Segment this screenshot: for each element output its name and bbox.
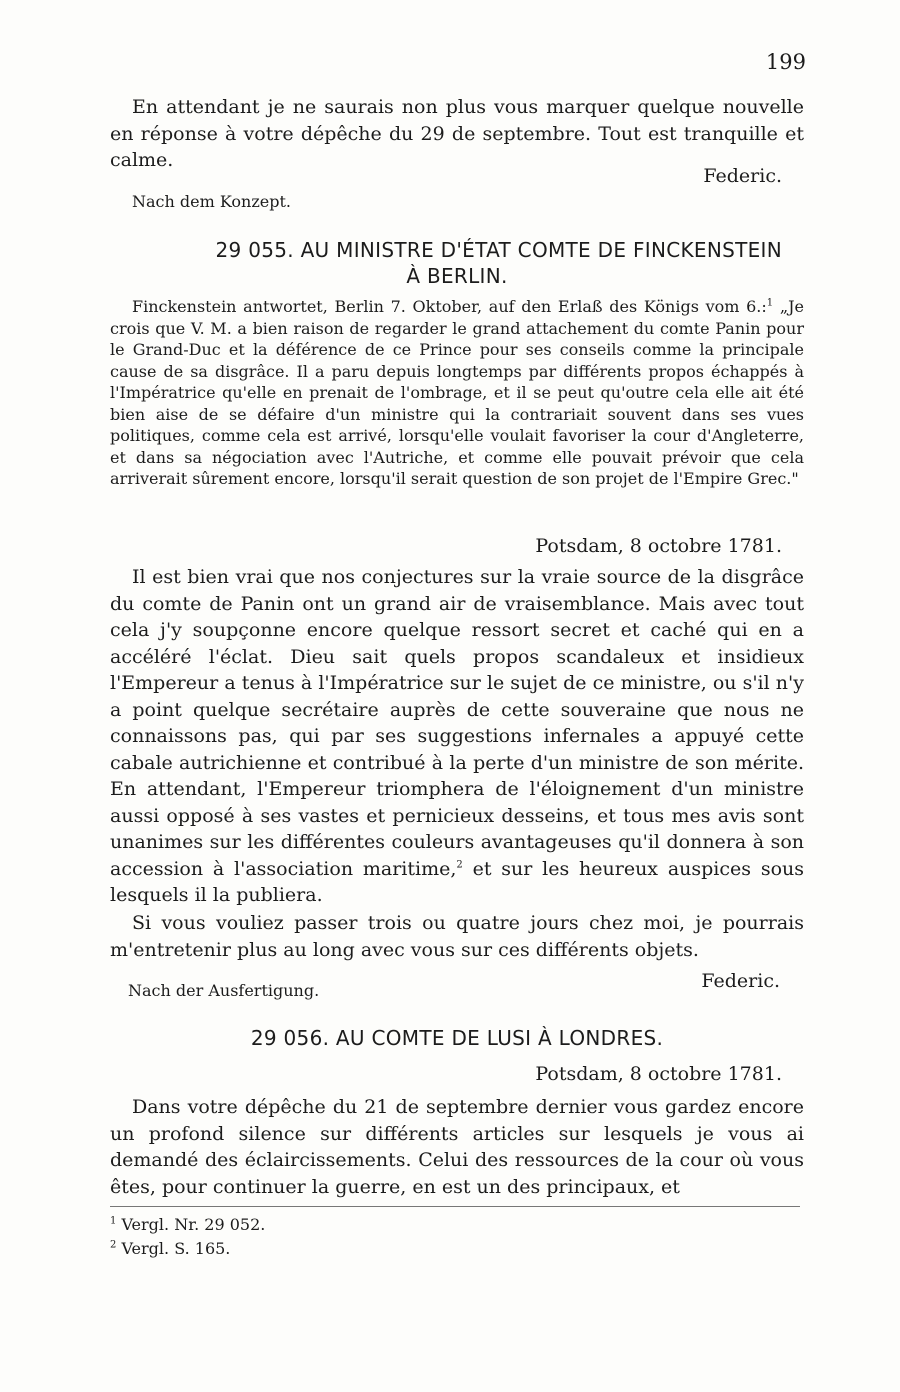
letter-29055-source-note: Nach der Ausfertigung.	[128, 981, 320, 1000]
intro-signature: Federic.	[703, 165, 782, 187]
footnote-2-mark: 2	[110, 1239, 117, 1251]
footnote-1-text: Vergl. Nr. 29 052.	[121, 1215, 266, 1234]
footnote-ref-1: 1	[766, 297, 774, 309]
letter-29055-editor-note	[110, 296, 804, 490]
footnote-ref-2: 2	[456, 859, 463, 871]
editor-note-text-a: Finckenstein antwortet, Berlin 7. Oktober, auf den Erlaß des Königs vom 6.:	[132, 297, 767, 316]
letter-29056-dateline: Potsdam, 8 octobre 1781.	[535, 1063, 782, 1085]
letter-29056-heading: 29 056. AU COMTE DE LUSI À LONDRES.	[250, 1026, 664, 1050]
letter-29055-dateline: Potsdam, 8 octobre 1781.	[535, 535, 782, 557]
letter-29055-paragraph-1	[110, 564, 804, 909]
letter-29056-paragraph-1: Dans votre dépêche du 21 de septembre dernier vous gardez encore un profond silence sur différents articles sur lesquels je vous ai demandé des éclaircissements. Celui des ressources de la cour où vous êtes, pour continuer la guerre, en est un des principaux, et	[110, 1096, 804, 1198]
intro-paragraph: En attendant je ne saurais non plus vous marquer quelque nouvelle en réponse à votre dépêche du 29 de septembre. Tout est tranquille et calme.	[110, 96, 804, 171]
letter-29055-heading-line1: 29 055. AU MINISTRE D'ÉTAT COMTE DE FINCKENSTEIN	[215, 238, 782, 262]
footnote-1-mark: 1	[110, 1215, 117, 1227]
editor-note-text-b: „Je crois que V. M. a bien raison de regarder le grand attachement du comte Panin pour le Grand-Duc et la déférence de ce Prince pour ses conseils comme la principale cause de sa disgrâce. Il a paru depuis longtemps par différents propos échappés à l'Impératrice qu'elle en prenait de l'ombrage, et il se peut qu'outre cela elle ait été bien aise de se défaire d'un ministre qui la contrariait souvent dans ses vues politiques, comme cela est arrivé, lorsqu'elle voulait favoriser la cour d'Angleterre, et dans sa négociation avec l'Autriche, et comme elle pouvait prévoir que cela arriverait sûrement encore, lorsqu'il serait question de son projet de l'Empire Grec."	[110, 297, 804, 488]
footnote-divider	[110, 1206, 800, 1207]
intro-source-note: Nach dem Konzept.	[132, 192, 291, 211]
page-number: 199	[765, 50, 806, 74]
paragraph-1-text-a: Il est bien vrai que nos conjectures sur la vraie source de la disgrâce du comte de Panin ont un grand air de vraisemblance. Mais avec tout cela j'y soupçonne encore quelque ressort secret et caché qui en a accéléré l'éclat. Dieu sait quels propos scandaleux et insidieux l'Empereur a tenus à l'Impératrice sur le sujet de ce ministre, ou s'il n'y a point quelque secrétaire auprès de cette souveraine que nous ne connaissons pas, qui par ses suggestions infernales a appuyé cette cabale autrichienne et contribué à la perte d'un ministre de son mérite. En attendant, l'Empereur triomphera de l'éloignement d'un ministre aussi opposé à ses vastes et pernicieux desseins, et tous mes avis sont unanimes sur les différentes couleurs avantageuses qu'il donnera à son accession à l'association maritime,	[110, 566, 804, 880]
footnote-1	[110, 1213, 265, 1236]
letter-29055-paragraph-2: Si vous vouliez passer trois ou quatre jours chez moi, je pourrais m'entretenir plus au long avec vous sur ces différents objets.	[110, 912, 804, 961]
footnote-2	[110, 1237, 230, 1260]
letter-29055-heading-line2: À BERLIN.	[406, 264, 508, 288]
paragraph-1-text-b: et sur les heureux auspices sous lesquels il la publiera.	[110, 857, 805, 906]
footnote-2-text: Vergl. S. 165.	[121, 1239, 231, 1258]
letter-29055-signature: Federic.	[701, 970, 780, 992]
